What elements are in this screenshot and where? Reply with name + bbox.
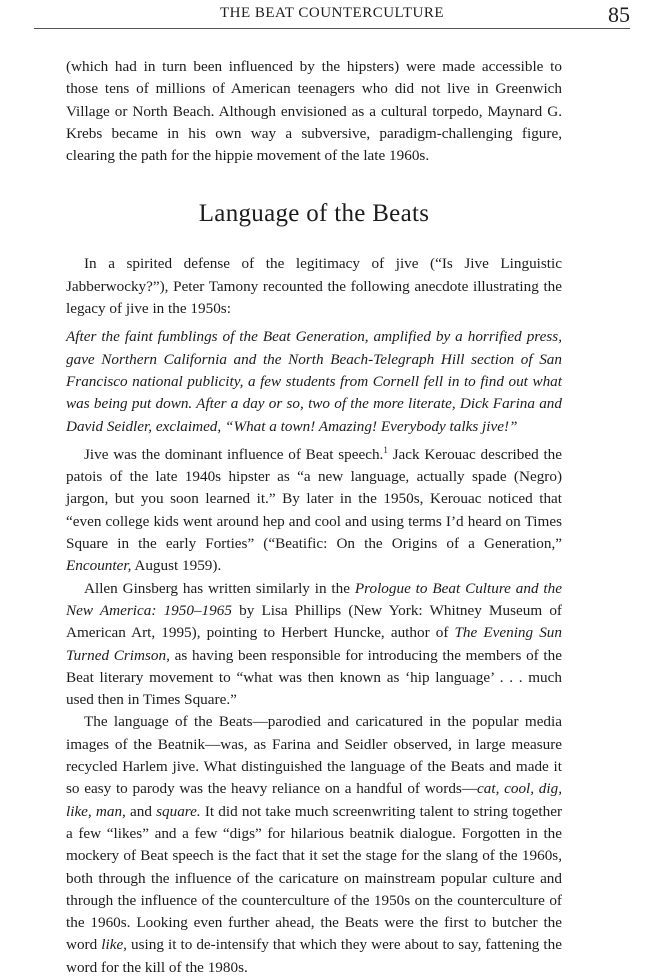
paragraph-ginsberg <box>66 578 562 712</box>
text-run: as having been responsible for introducing the members of the Beat literary movement to “what was then known as ‘hip language’ . . . much used then in Times Square.” <box>66 646 562 709</box>
text-run: by Lisa Phillips (New York: Whitney Museum of American Art, 1995), pointing to Herbert Huncke, author of <box>66 601 562 642</box>
page-number: 85 <box>608 2 630 27</box>
text-run: Jive was the dominant influence of Beat speech. <box>84 445 384 463</box>
block-quote: After the faint fumblings of the Beat Generation, amplified by a horrified press, gave Northern California and the North Beach-Telegraph Hill section of San Francisco national publicity, a few students from Cornell fell in to find out what was being put down. After a day or so, two of the more literate, Dick Farina and David Seidler, exclaimed, “What a town! Amazing! Everybody talks jive!” <box>66 328 562 435</box>
italic-title: Encounter, <box>66 557 132 575</box>
body-text <box>66 56 562 979</box>
section-heading: Language of the Beats <box>198 200 430 228</box>
text-run: Allen Ginsberg has written similarly in the <box>84 579 355 597</box>
paragraph-intro: In a spirited defense of the legitimacy of jive (“Is Jive Linguistic Jabberwocky?”), Peter Tamony recounted the following anecdote illustrating the legacy of jive in the 1950s: <box>66 255 562 318</box>
running-title: THE BEAT COUNTERCULTURE <box>219 5 444 21</box>
footnote-marker: 1 <box>383 444 388 455</box>
paragraph-continued: (which had in turn been influenced by the hipsters) were made accessible to those tens of millions of American teenagers who did not live in Greenwich Village or North Beach. Although envisioned as a cultural torpedo, Maynard G. Krebs became in his own way a subversive, paradigm-challenging figure, clearing the path for the hippie movement of the late 1960s. <box>66 58 562 165</box>
italic-words: square. <box>156 802 201 820</box>
paragraph-jive <box>66 444 562 578</box>
running-header <box>34 2 630 29</box>
italic-words: like, <box>101 936 127 954</box>
text-run: Jack Kerouac described the patois of the late 1940s hipster as “a new language, actually spade (Negro) jargon, but you soon learned it.” By later in the 1950s, Kerouac noticed that “even college kids went around hep and cool and using terms I’d heard on Times Square in the early Forties” (“Beatific: On the Origins of a Generation,” <box>66 445 563 553</box>
text-run: August 1959). <box>131 557 222 575</box>
paragraph-language <box>66 711 562 979</box>
text-run: using it to de-intensify that which they were about to say, fattening the word for the kill of the 1980s. <box>66 936 562 976</box>
text-run: The language of the Beats—parodied and caricatured in the popular media images of the Beatnik—was, as Farina and Seidler observed, in large measure recycled Harlem jive. What distinguished the language of the Beats and made it so easy to parody was the heavy reliance on a handful of words— <box>66 713 562 798</box>
italic-title: Prologue to Beat Culture and the New America: 1950–1965 <box>66 579 562 619</box>
text-run: It did not take much screenwriting talent to string together a few “likes” and a few “digs” for hilarious beatnik dialogue. Forgotten in the mockery of Beat speech is the fact that it set the stage for the slang of the 1960s, both through the influence of the caricature on mainstream popular culture and through the influence of the counterculture of the 1950s on the counterculture of the 1960s. Looking even further ahead, the Beats were the first to butcher the word <box>66 802 563 954</box>
italic-words: cat, cool, dig, like, man, <box>66 780 562 820</box>
text-run: and <box>125 802 157 820</box>
italic-title: The Evening Sun Turned Crimson, <box>66 624 562 664</box>
